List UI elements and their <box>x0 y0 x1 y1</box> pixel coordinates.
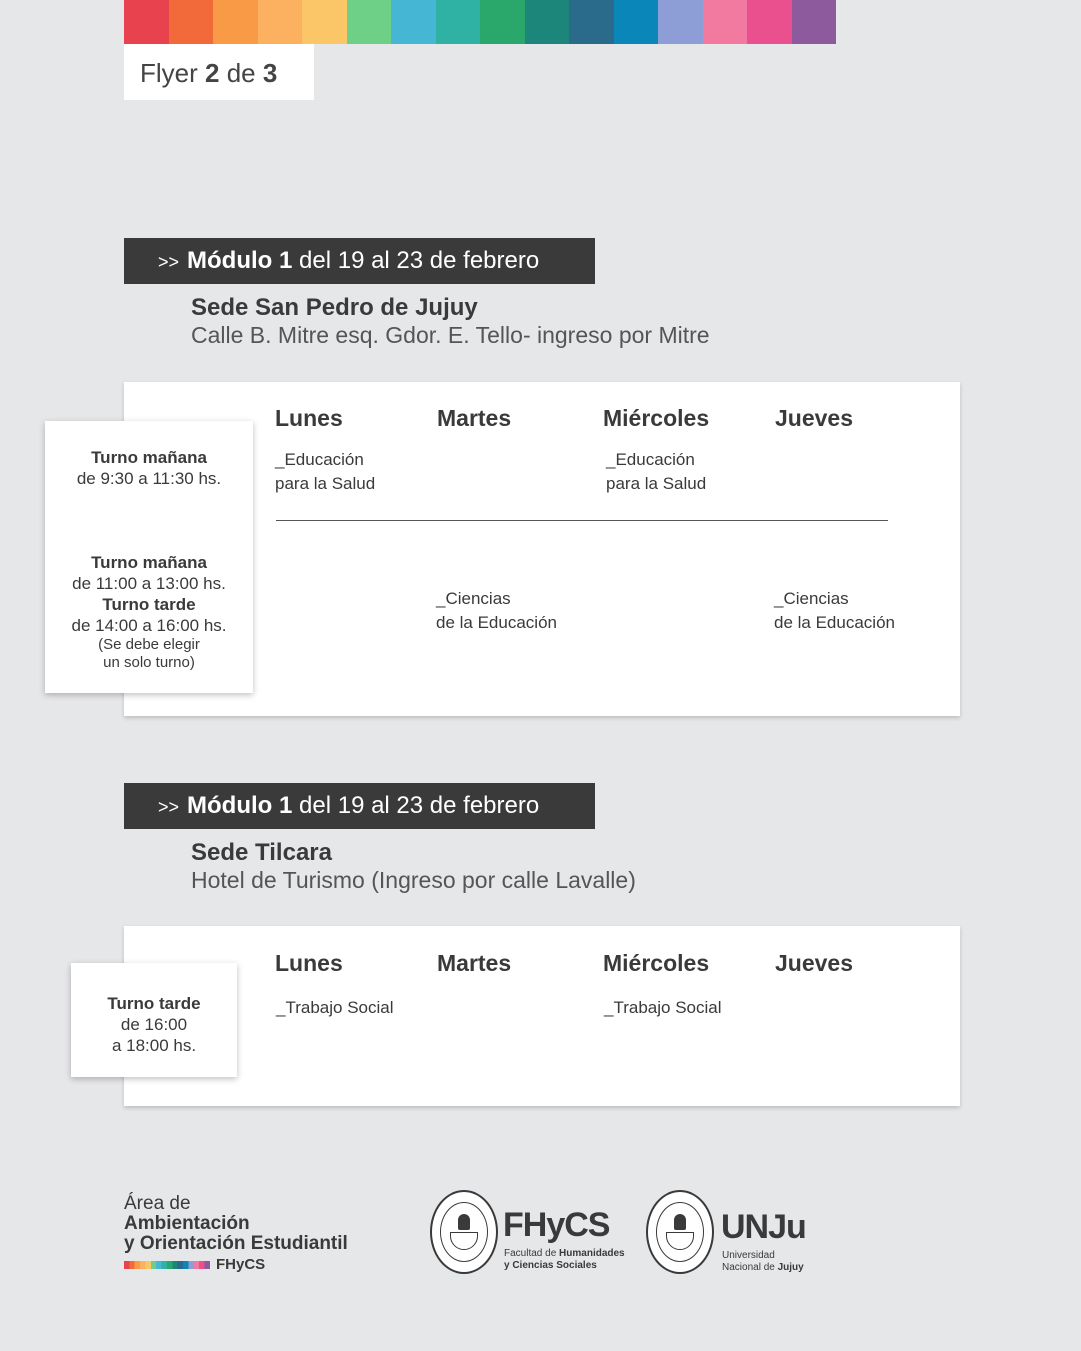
subject-line: de la Educación <box>436 613 557 632</box>
stripe-segment <box>792 0 837 44</box>
sede-1-address: Calle B. Mitre esq. Gdor. E. Tello- ingreso por Mitre <box>191 322 710 348</box>
turno-panel-1 <box>45 421 253 693</box>
stripe-segment <box>525 0 570 44</box>
row-divider <box>276 520 888 521</box>
subject-martes-2 <box>436 587 557 635</box>
fhycs-logo-text: FHyCS <box>503 1206 610 1244</box>
stripe-segment <box>391 0 436 44</box>
stripe-segment <box>169 0 214 44</box>
subject-line: para la Salud <box>275 474 376 493</box>
day-jueves: Jueves <box>775 950 854 976</box>
area-logo <box>124 1194 348 1276</box>
stripe-segment <box>614 0 659 44</box>
unju-logo-subtitle <box>722 1250 804 1274</box>
fhycs-sub-a: Facultad de <box>504 1248 560 1259</box>
module-1-label: Módulo 1 <box>187 247 293 274</box>
unju-sub-c: Jujuy <box>777 1262 804 1273</box>
turno-title: Turno tarde <box>107 994 201 1013</box>
stripe-segment <box>213 0 258 44</box>
sede-2-address: Hotel de Turismo (Ingreso por calle Lavalle) <box>191 867 636 893</box>
subject-lunes-1 <box>275 448 375 496</box>
arrows-icon: >> <box>158 252 180 272</box>
stripe-segment <box>658 0 703 44</box>
turno-time: de 9:30 a 11:30 hs. <box>76 469 222 488</box>
unju-seal-icon <box>646 1190 714 1274</box>
sede-1-title: Sede San Pedro de Jujuy <box>191 294 478 321</box>
stripe-segment <box>569 0 614 44</box>
day-miercoles: Miércoles <box>603 950 710 976</box>
module-1-header <box>124 238 595 284</box>
fhycs-logo-subtitle <box>504 1248 625 1272</box>
sede-2-title: Sede Tilcara <box>191 839 332 866</box>
unju-sub-b: Nacional de <box>722 1262 778 1273</box>
turno-time: de 16:00 <box>120 1015 188 1034</box>
subject-jueves-2 <box>774 587 895 635</box>
subject-miercoles-1 <box>606 448 706 496</box>
flyer-prefix: Flyer <box>140 58 205 88</box>
subject-line: para la Salud <box>606 474 707 493</box>
turno-time: de 14:00 a 16:00 hs. <box>71 616 227 635</box>
day-martes: Martes <box>437 950 512 976</box>
turno-title: Turno mañana <box>91 448 207 467</box>
day-martes: Martes <box>437 405 512 431</box>
subject-line: _Ciencias <box>436 589 511 608</box>
stripe-segment <box>747 0 792 44</box>
fhycs-seal-icon <box>430 1190 498 1274</box>
stripe-segment <box>124 0 169 44</box>
area-line-3: y Orientación Estudiantil <box>124 1233 348 1254</box>
mini-color-stripe <box>124 1261 210 1269</box>
module-2-label: Módulo 1 <box>187 792 293 819</box>
flyer-number: 2 <box>205 58 220 88</box>
day-jueves: Jueves <box>775 405 854 431</box>
area-line-2: Ambientación <box>124 1213 250 1234</box>
stripe-segment <box>302 0 347 44</box>
turno-note: (Se debe elegir <box>98 636 200 653</box>
stripe-segment <box>480 0 525 44</box>
subject-line: _Ciencias <box>774 589 849 608</box>
subject-line: de la Educación <box>774 613 895 632</box>
stripe-segment <box>347 0 392 44</box>
area-line-1: Área de <box>124 1193 191 1214</box>
module-1-dates: del 19 al 23 de febrero <box>292 247 540 274</box>
turno-title: Turno mañana <box>91 553 207 572</box>
flyer-total: 3 <box>262 58 278 88</box>
flyer-counter <box>124 44 314 100</box>
day-lunes: Lunes <box>275 950 343 976</box>
fhycs-sub-c: y Ciencias Sociales <box>504 1260 597 1271</box>
subject-line: _Educación <box>606 450 695 469</box>
stripe-segment <box>436 0 481 44</box>
unju-logo-text: UNJu <box>721 1208 806 1246</box>
flyer-mid: de <box>219 58 263 88</box>
turno-note: un solo turno) <box>103 654 195 671</box>
stripe-segment <box>258 0 303 44</box>
subject-lunes: _Trabajo Social <box>276 998 394 1017</box>
stripe-segment <box>703 0 748 44</box>
fhycs-sub-b: Humanidades <box>559 1248 625 1259</box>
turno-time: a 18:00 hs. <box>111 1036 197 1055</box>
arrows-icon: >> <box>158 797 180 817</box>
day-miercoles: Miércoles <box>603 405 710 431</box>
color-stripe <box>124 0 836 44</box>
turno-time: de 11:00 a 13:00 hs. <box>72 574 226 593</box>
unju-sub-a: Universidad <box>722 1250 775 1261</box>
module-2-dates: del 19 al 23 de febrero <box>292 792 540 819</box>
subject-miercoles: _Trabajo Social <box>604 998 722 1017</box>
module-2-header <box>124 783 595 829</box>
day-lunes: Lunes <box>275 405 343 431</box>
turno-title: Turno tarde <box>102 595 196 614</box>
turno-panel-2 <box>71 963 237 1077</box>
subject-line: _Educación <box>275 450 364 469</box>
area-line-4: FHyCS <box>216 1256 266 1273</box>
